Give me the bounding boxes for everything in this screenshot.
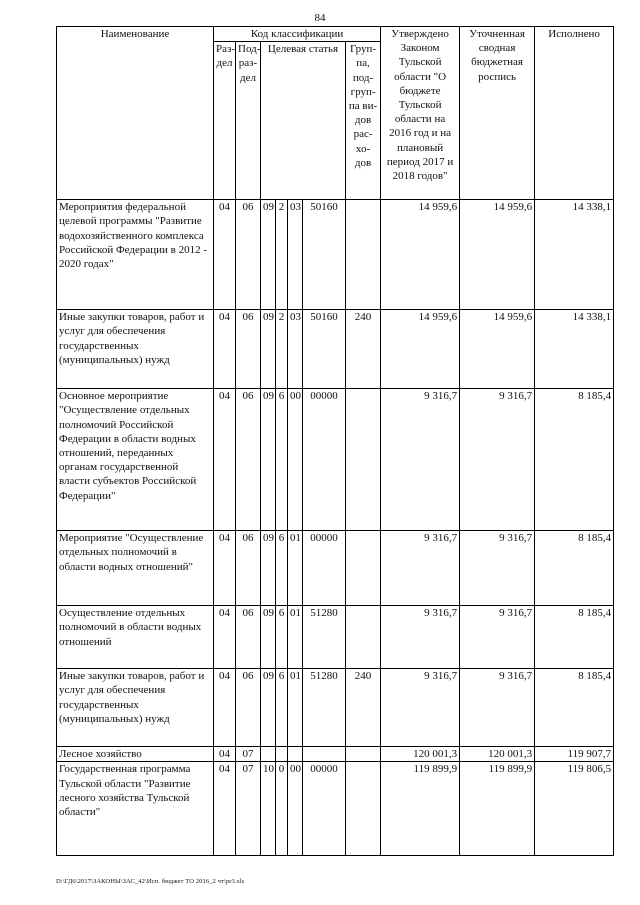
- row-executed: 8 185,4: [535, 389, 614, 531]
- row-executed: 8 185,4: [535, 606, 614, 669]
- row-target-2: 6: [276, 606, 288, 669]
- row-subsection: 06: [236, 200, 261, 310]
- row-expense-type: 240: [346, 310, 381, 389]
- row-target-1: 09: [261, 606, 276, 669]
- row-approved: 9 316,7: [381, 669, 460, 747]
- header-target: Целевая статья: [261, 42, 346, 200]
- row-name: Осуществление отдельных полномочий в области водных отношений: [57, 606, 214, 669]
- row-section: 04: [214, 762, 236, 856]
- row-approved: 9 316,7: [381, 606, 460, 669]
- row-executed: 8 185,4: [535, 669, 614, 747]
- row-target-2: [276, 747, 288, 762]
- table-row: [57, 310, 614, 389]
- row-section: 04: [214, 606, 236, 669]
- row-refined: 9 316,7: [460, 606, 535, 669]
- row-subsection: 06: [236, 310, 261, 389]
- row-subsection: 06: [236, 606, 261, 669]
- row-executed: 119 806,5: [535, 762, 614, 856]
- row-target-2: 2: [276, 310, 288, 389]
- row-target-1: 09: [261, 310, 276, 389]
- row-subsection: 06: [236, 669, 261, 747]
- row-executed: 119 907,7: [535, 747, 614, 762]
- row-approved: 120 001,3: [381, 747, 460, 762]
- row-target-3: 01: [288, 606, 303, 669]
- row-name: Государственная программа Тульской области "Развитие лесного хозяйства Тульской области": [57, 762, 214, 856]
- row-target-2: 0: [276, 762, 288, 856]
- table-row: [57, 531, 614, 606]
- row-target-2: 6: [276, 669, 288, 747]
- row-name: Иные закупки товаров, работ и услуг для обеспечения государственных (муниципальных) нужд: [57, 669, 214, 747]
- row-expense-type: [346, 389, 381, 531]
- row-subsection: 07: [236, 762, 261, 856]
- row-subsection: 07: [236, 747, 261, 762]
- row-target-1: 09: [261, 531, 276, 606]
- table-row: [57, 747, 614, 762]
- table-row: [57, 389, 614, 531]
- row-target-4: 51280: [303, 606, 346, 669]
- row-executed: 14 338,1: [535, 200, 614, 310]
- row-section: 04: [214, 747, 236, 762]
- row-target-4: 00000: [303, 531, 346, 606]
- row-target-3: 00: [288, 389, 303, 531]
- row-target-1: 09: [261, 389, 276, 531]
- row-target-1: 10: [261, 762, 276, 856]
- header-name: Наименование: [57, 27, 214, 200]
- row-target-1: 09: [261, 200, 276, 310]
- header-executed: Исполнено: [535, 27, 614, 200]
- row-target-4: 00000: [303, 762, 346, 856]
- row-refined: 9 316,7: [460, 389, 535, 531]
- row-executed: 14 338,1: [535, 310, 614, 389]
- row-target-4: 00000: [303, 389, 346, 531]
- row-name: Мероприятия федеральной целевой программы "Развитие водохозяйственного комплекса Российской Федерации в 2012 - 2020 годах": [57, 200, 214, 310]
- row-name: Лесное хозяйство: [57, 747, 214, 762]
- row-target-4: [303, 747, 346, 762]
- page-number: 84: [314, 12, 326, 24]
- row-target-4: 50160: [303, 310, 346, 389]
- row-target-4: 50160: [303, 200, 346, 310]
- row-refined: 119 899,9: [460, 762, 535, 856]
- header-section: Раз-дел: [214, 42, 236, 200]
- row-target-3: 01: [288, 669, 303, 747]
- row-expense-type: [346, 606, 381, 669]
- row-subsection: 06: [236, 531, 261, 606]
- row-target-1: 09: [261, 669, 276, 747]
- row-refined: 9 316,7: [460, 669, 535, 747]
- row-target-4: 51280: [303, 669, 346, 747]
- header-code-group: Код классификации: [214, 27, 381, 42]
- row-approved: 14 959,6: [381, 310, 460, 389]
- row-refined: 14 959,6: [460, 310, 535, 389]
- row-target-3: 03: [288, 310, 303, 389]
- table-row: [57, 669, 614, 747]
- row-target-3: [288, 747, 303, 762]
- header-expense-type: Груп-па, под-груп-па ви-дов рас-хо-дов: [346, 42, 381, 200]
- row-target-1: [261, 747, 276, 762]
- row-subsection: 06: [236, 389, 261, 531]
- budget-table: [56, 26, 614, 856]
- row-target-2: 6: [276, 531, 288, 606]
- row-section: 04: [214, 310, 236, 389]
- header-subsection: Под-раз-дел: [236, 42, 261, 200]
- row-expense-type: 240: [346, 669, 381, 747]
- row-section: 04: [214, 531, 236, 606]
- row-target-3: 01: [288, 531, 303, 606]
- row-expense-type: [346, 762, 381, 856]
- row-target-3: 00: [288, 762, 303, 856]
- footer-file-path: D:\ГД6\2017\ЗАКОНЫ\ЗАС_42\Исп. бюджет ТО 2016_2 чт\pr3.xls: [56, 878, 245, 885]
- row-refined: 14 959,6: [460, 200, 535, 310]
- row-expense-type: [346, 531, 381, 606]
- row-refined: 120 001,3: [460, 747, 535, 762]
- table-row: [57, 606, 614, 669]
- row-executed: 8 185,4: [535, 531, 614, 606]
- row-name: Мероприятие "Осуществление отдельных полномочий в области водных отношений": [57, 531, 214, 606]
- row-name: Основное мероприятие "Осуществление отдельных полномочий Российской Федерации в области водных отношений, переданных органам государственной власти субъектов Российской Федерации": [57, 389, 214, 531]
- row-refined: 9 316,7: [460, 531, 535, 606]
- header-approved: Утверждено Законом Тульской области "О бюджете Тульской области на 2016 год и на плановый период 2017 и 2018 годов": [381, 27, 460, 200]
- header-refined: Уточненная сводная бюджетная роспись: [460, 27, 535, 200]
- row-target-2: 2: [276, 200, 288, 310]
- row-expense-type: [346, 747, 381, 762]
- row-approved: 9 316,7: [381, 531, 460, 606]
- row-section: 04: [214, 200, 236, 310]
- row-approved: 9 316,7: [381, 389, 460, 531]
- table-row: [57, 200, 614, 310]
- row-target-3: 03: [288, 200, 303, 310]
- row-section: 04: [214, 669, 236, 747]
- row-approved: 14 959,6: [381, 200, 460, 310]
- row-approved: 119 899,9: [381, 762, 460, 856]
- row-section: 04: [214, 389, 236, 531]
- row-expense-type: [346, 200, 381, 310]
- row-target-2: 6: [276, 389, 288, 531]
- row-name: Иные закупки товаров, работ и услуг для обеспечения государственных (муниципальных) нужд: [57, 310, 214, 389]
- table-row: [57, 762, 614, 856]
